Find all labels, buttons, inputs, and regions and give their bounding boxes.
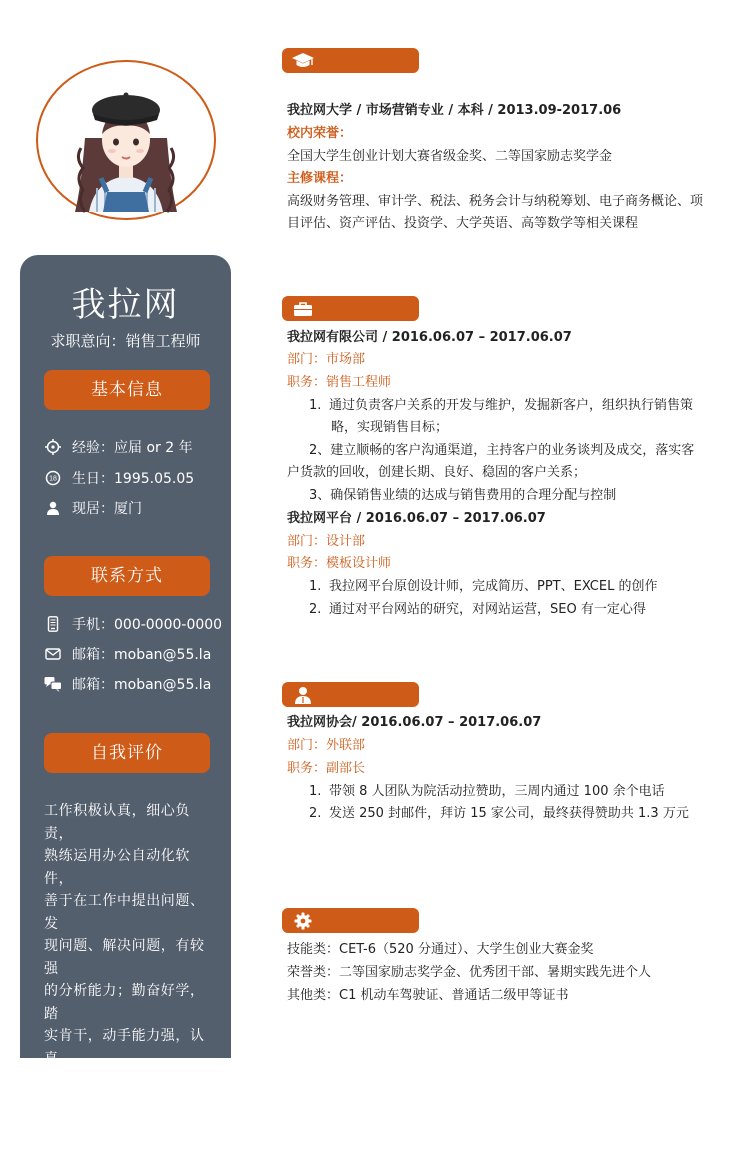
activity-dept: 部门：外联部	[287, 734, 365, 753]
job2-item-2	[309, 598, 646, 617]
list-text: 我拉网平台原创设计师，完成简历、PPT、EXCEL 的创作	[329, 579, 657, 594]
contact-heading: 联系方式	[44, 556, 210, 596]
self-eval-line: 的分析能力；勤奋好学，踏	[44, 980, 214, 1025]
email-text-2: 邮箱：moban@55.la	[72, 674, 211, 694]
job1-item-2: 2、建立顺畅的客户沟通渠道，主持客户的业务谈判及成交，落实客	[309, 439, 694, 458]
phone-icon	[44, 615, 62, 633]
experience-text: 经验：应届 or 2 年	[72, 437, 193, 457]
email-row-2	[44, 673, 211, 695]
email-row-1	[44, 643, 211, 665]
list-text: 发送 250 封邮件，拜访 15 家公司，最终获得赞助共 1.3 万元	[329, 806, 689, 821]
basic-info-heading: 基本信息	[44, 370, 210, 410]
job2-dept: 部门：设计部	[287, 530, 365, 549]
courses-line: 目评估、资产评估、投资学、大学英语、高等数学等相关课程	[287, 212, 638, 231]
person-icon	[290, 685, 316, 704]
skills-line: 技能类：CET-6（520 分通过）、大学生创业大赛金奖	[287, 938, 593, 957]
list-text: 通过对平台网站的研究，对网站运营，SEO 有一定心得	[329, 602, 646, 617]
self-eval-line: 工作积极认真，细心负责，	[44, 800, 214, 845]
briefcase-icon	[290, 299, 316, 318]
skills-section-header	[282, 908, 419, 933]
list-number: 2.	[309, 602, 329, 617]
target-icon	[44, 438, 62, 456]
experience-row	[44, 436, 193, 458]
residence-row	[44, 497, 142, 519]
job1-item-2-cont: 户货款的回收，创建长期、良好、稳固的客户关系；	[287, 461, 586, 480]
job1-item-1-cont: 略，实现销售目标；	[331, 416, 448, 435]
candidate-name: 我拉网	[20, 277, 231, 326]
list-number: 1.	[309, 784, 329, 799]
job1-item-1	[309, 394, 693, 413]
job1-item-3: 3、确保销售业绩的达成与销售费用的合理分配与控制	[309, 484, 616, 503]
education-header: 我拉网大学 / 市场营销专业 / 本科 / 2013.09-2017.06	[287, 99, 621, 118]
residence-text: 现居：厦门	[72, 498, 142, 518]
graduation-cap-icon	[290, 51, 316, 70]
avatar	[36, 60, 216, 220]
phone-text: 手机：000-0000-0000	[72, 614, 222, 634]
job2-item-1	[309, 575, 657, 594]
list-number: 1.	[309, 398, 329, 413]
self-eval-heading: 自我评价	[44, 733, 210, 773]
self-eval-line: 负责，有很强的社会责任	[44, 1070, 214, 1093]
svg-text:18: 18	[49, 476, 57, 483]
self-eval-line: 感；坚毅不拔，吃苦耐劳，	[44, 1093, 214, 1138]
job2-header: 我拉网平台 / 2016.06.07 – 2017.06.07	[287, 507, 546, 526]
age-badge-icon	[44, 469, 62, 487]
work-section-header	[282, 296, 419, 321]
activity-item-2	[309, 802, 689, 821]
self-eval-line: 善于在工作中提出问题、发	[44, 890, 214, 935]
list-number: 1.	[309, 579, 329, 594]
skills-line: 荣誉类：二等国家励志奖学金、优秀团干部、暑期实践先进个人	[287, 961, 651, 980]
gear-icon	[290, 911, 316, 930]
phone-row	[44, 613, 222, 635]
location-person-icon	[44, 499, 62, 517]
courses-line: 高级财务管理、审计学、税法、税务会计与纳税筹划、电子商务概论、项	[287, 190, 703, 209]
sidebar	[20, 255, 231, 1058]
chat-bubbles-icon	[44, 675, 62, 693]
activity-item-1	[309, 780, 665, 799]
job1-dept: 部门：市场部	[287, 348, 365, 367]
activity-title: 职务：副部长	[287, 757, 365, 776]
activity-section-header	[282, 682, 419, 707]
job2-title: 职务：模板设计师	[287, 552, 391, 571]
self-eval-line: 喜欢和勇于迎接新挑战。	[44, 1138, 214, 1160]
education-section-header	[282, 48, 419, 73]
job-intent: 求职意向：销售工程师	[20, 330, 231, 351]
list-text: 通过负责客户关系的开发与维护，发掘新客户，组织执行销售策	[329, 398, 693, 413]
job1-header: 我拉网有限公司 / 2016.06.07 – 2017.06.07	[287, 326, 572, 345]
courses-label: 主修课程：	[287, 167, 352, 186]
list-number: 2.	[309, 806, 329, 821]
activity-header: 我拉网协会/ 2016.06.07 – 2017.06.07	[287, 711, 541, 730]
job1-title: 职务：销售工程师	[287, 371, 391, 390]
self-eval-line: 实肯干，动手能力强，认真	[44, 1025, 214, 1070]
birthday-row	[44, 467, 194, 489]
mail-icon	[44, 645, 62, 663]
honors-text: 全国大学生创业计划大赛省级金奖、二等国家励志奖学金	[287, 145, 612, 164]
birthday-text: 生日：1995.05.05	[72, 468, 194, 488]
self-eval-line: 现问题、解决问题，有较强	[44, 935, 214, 980]
honors-label: 校内荣誉：	[287, 122, 352, 141]
list-text: 带领 8 人团队为院活动拉赞助，三周内通过 100 余个电话	[329, 784, 665, 799]
self-eval-text	[44, 800, 214, 1160]
self-eval-line: 熟练运用办公自动化软件，	[44, 845, 214, 890]
avatar-illustration	[45, 68, 207, 212]
email-text-1: 邮箱：moban@55.la	[72, 644, 211, 664]
skills-line: 其他类：C1 机动车驾驶证、普通话二级甲等证书	[287, 984, 568, 1003]
